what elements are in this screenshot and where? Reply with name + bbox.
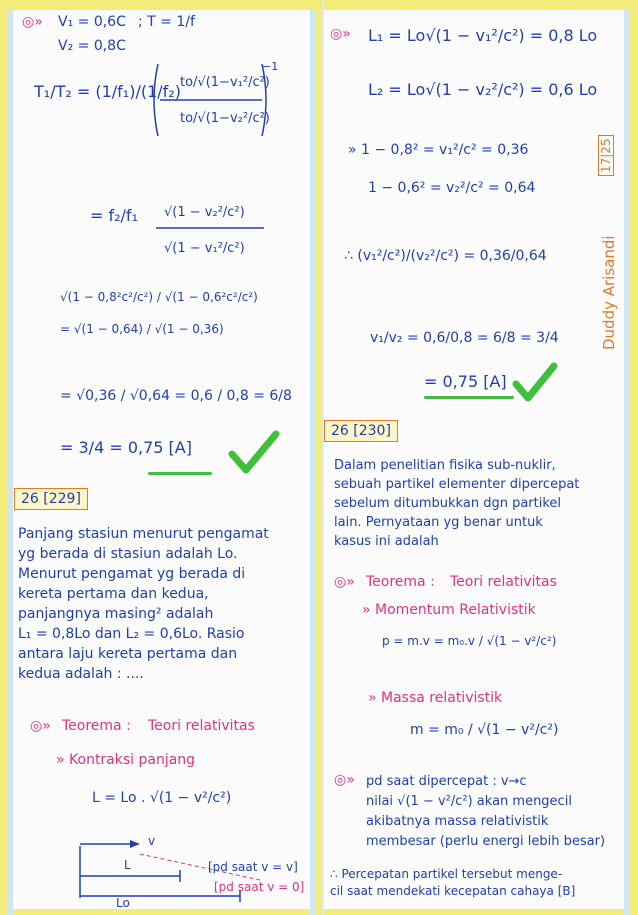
bullet-icon: ◎» bbox=[334, 574, 355, 590]
eq-a: » 1 − 0,8² = v₁²/c² = 0,36 bbox=[348, 142, 529, 158]
question-label: 26 [230] bbox=[324, 420, 398, 442]
question-line: sebelum ditumbukkan dgn partikel bbox=[334, 496, 562, 511]
bullet-icon: ◎» bbox=[22, 14, 43, 30]
diagram-note-2: [pd saat v = 0] bbox=[214, 880, 305, 894]
diagram-v-label: v bbox=[148, 834, 156, 848]
sqrt-step-b: = √(1 − 0,64) / √(1 − 0,36) bbox=[60, 322, 224, 336]
question-line: Panjang stasiun menurut pengamat bbox=[18, 526, 269, 542]
question-line: L₁ = 0,8Lo dan L₂ = 0,6Lo. Rasio bbox=[18, 626, 245, 642]
formula: L = Lo . √(1 − v²/c²) bbox=[92, 790, 232, 806]
diagram-L-label: L bbox=[124, 858, 131, 872]
margin-strip bbox=[624, 10, 630, 915]
result-underline bbox=[148, 472, 212, 475]
eq-L2: L₂ = Lo√(1 − v₂²/c²) = 0,6 Lo bbox=[368, 80, 598, 99]
question-line: lain. Pernyataan yg benar untuk bbox=[334, 515, 543, 530]
svg-text:√(1 − v₁²/c²): √(1 − v₁²/c²) bbox=[164, 241, 245, 256]
bullet-icon: ◎» bbox=[334, 772, 355, 788]
conclusion-line: ∴ Percepatan partikel tersebut menge- bbox=[330, 867, 563, 881]
question-line: antara laju kereta pertama dan bbox=[18, 646, 238, 662]
ratio-step: T₁/T₂ = (1/f₁)/(1/f₂) bbox=[34, 82, 181, 101]
check-icon bbox=[512, 360, 558, 402]
theorem-prefix: Teorema : bbox=[366, 574, 435, 590]
question-line: kedua adalah : .... bbox=[18, 666, 144, 682]
page-number: 17|25 bbox=[598, 135, 614, 176]
formula-momentum: p = m.v = m₀.v / √(1 − v²/c²) bbox=[382, 634, 557, 648]
formula-mass: m = m₀ / √(1 − v²/c²) bbox=[410, 722, 559, 738]
theorem-title: Teori relativitas bbox=[148, 718, 255, 734]
check-icon bbox=[228, 428, 280, 474]
bullet-icon: ◎» bbox=[30, 718, 51, 734]
question-line: sebuah partikel elementer dipercepat bbox=[334, 477, 580, 492]
explanation bbox=[366, 772, 622, 852]
left-result: = 3/4 = 0,75 [A] bbox=[60, 438, 192, 457]
explain-line: membesar (perlu energi lebih besar) bbox=[366, 834, 606, 849]
svg-text:to/√(1−v₂²/c²): to/√(1−v₂²/c²) bbox=[180, 111, 270, 126]
question-line: kasus ini adalah bbox=[334, 534, 439, 549]
svg-text:to/√(1−v₁²/c²): to/√(1−v₁²/c²) bbox=[180, 75, 270, 90]
conclusion bbox=[330, 866, 622, 900]
author-name: Duddy Arisandi bbox=[600, 235, 618, 350]
right-result: = 0,75 [A] bbox=[424, 372, 507, 391]
question-line: panjangnya masing² adalah bbox=[18, 606, 214, 622]
question-line: Dalam penelitian fisika sub-nuklir, bbox=[334, 458, 556, 473]
question-line: yg berada di stasiun adalah Lo. bbox=[18, 546, 238, 562]
topic-title: » Kontraksi panjang bbox=[56, 752, 196, 768]
question-text bbox=[18, 524, 310, 684]
ratio-step2: = f₂/f₁ bbox=[90, 206, 138, 225]
explain-line: nilai √(1 − v²/c²) akan mengecil bbox=[366, 794, 572, 809]
svg-text:√(1 − v₂²/c²): √(1 − v₂²/c²) bbox=[164, 205, 245, 220]
value-step: = √0,36 / √0,64 = 0,6 / 0,8 = 6/8 bbox=[60, 388, 292, 404]
ratio-fraction-graphic bbox=[150, 60, 279, 190]
column-separator bbox=[322, 0, 324, 915]
eq-c: ∴ (v₁²/c²)/(v₂²/c²) = 0,36/0,64 bbox=[344, 248, 547, 264]
eq-d: v₁/v₂ = 0,6/0,8 = 6/8 = 3/4 bbox=[370, 330, 559, 346]
topic-momentum: » Momentum Relativistik bbox=[362, 602, 536, 618]
question-line: Menurut pengamat yg berada di bbox=[18, 566, 246, 582]
topic-mass: » Massa relativistik bbox=[368, 690, 503, 706]
question-text bbox=[334, 456, 618, 551]
question-line: kereta pertama dan kedua, bbox=[18, 586, 209, 602]
conclusion-line: cil saat mendekati kecepatan cahaya [B] bbox=[330, 884, 576, 898]
eq-L1: L₁ = Lo√(1 − v₁²/c²) = 0,8 Lo bbox=[368, 26, 598, 45]
given-v1: V₁ = 0,6C bbox=[58, 14, 126, 30]
diagram-Lo-label: Lo bbox=[116, 896, 130, 910]
theorem-prefix: Teorema : bbox=[62, 718, 131, 734]
sqrt-ratio-graphic bbox=[150, 196, 270, 286]
theorem-title: Teori relativitas bbox=[450, 574, 557, 590]
question-label: 26 [229] bbox=[14, 488, 88, 510]
svg-text:−1: −1 bbox=[262, 60, 279, 73]
bullet-icon: ◎» bbox=[330, 26, 351, 42]
eq-b: 1 − 0,6² = v₂²/c² = 0,64 bbox=[368, 180, 536, 196]
explain-line: pd saat dipercepat : v→c bbox=[366, 774, 527, 789]
sqrt-step: √(1 − 0,8²c²/c²) / √(1 − 0,6²c²/c²) bbox=[60, 290, 258, 304]
margin-strip bbox=[8, 10, 13, 915]
given-v2: V₂ = 0,8C bbox=[58, 38, 126, 54]
explain-line: akibatnya massa relativistik bbox=[366, 814, 549, 829]
given-t: ; T = 1/f bbox=[138, 14, 195, 30]
diagram-note-1: [pd saat v = v] bbox=[208, 860, 298, 874]
result-underline bbox=[424, 396, 514, 399]
frame-right bbox=[630, 0, 638, 915]
frame-left bbox=[0, 0, 8, 915]
